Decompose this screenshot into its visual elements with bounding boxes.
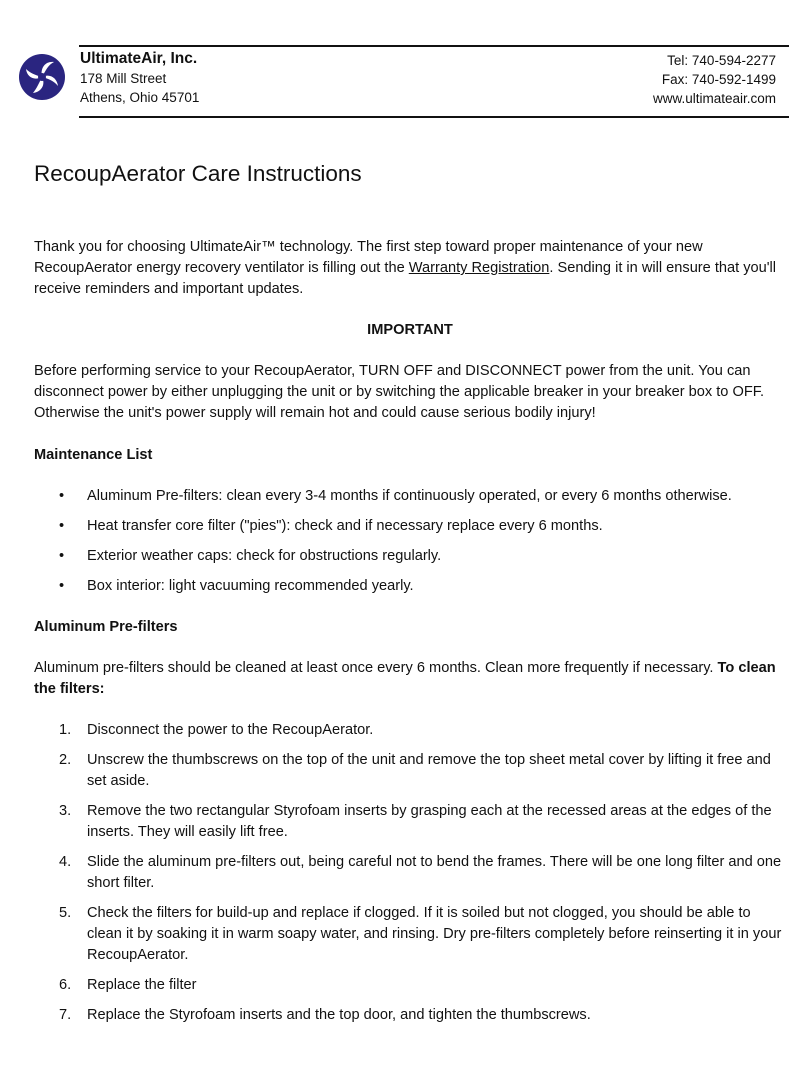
bullet-icon: • [59,518,65,534]
warning-paragraph: Before performing service to your RecoupAerator, TURN OFF and DISCONNECT power from the unit. You can disconnect power by either unplugging the unit or by switching the applicable breaker in your breaker box to OFF. Otherwise the unit's power supply will remain hot and could cause serious bodily injury! [34,363,765,421]
step-item [34,903,786,966]
ultimateair-logo-icon [18,53,66,101]
prefilters-intro-paragraph [34,658,786,700]
warranty-registration-link[interactable]: Warranty Registration [408,260,550,276]
step-item [34,720,786,741]
step-item [34,1005,786,1026]
step-text: Remove the two rectangular Styrofoam inserts by grasping each at the recessed areas at the edges of the inserts. They will easily lift free. [87,803,772,840]
company-website: www.ultimateair.com [652,91,776,106]
list-item-text: Aluminum Pre-filters: clean every 3-4 months if continuously operated, or every 6 months otherwise. [87,488,732,504]
step-number: 2. [59,752,72,768]
step-text: Slide the aluminum pre-filters out, being careful not to bend the frames. There will be one long filter and one short filter. [87,854,782,891]
company-address-block [80,49,199,107]
step-item [34,750,786,792]
step-text: Check the filters for build-up and replace if clogged. If it is soiled but not clogged, you should be able to clean it by soaking it in warm soapy water, and rinsing. Dry pre-filters completely before reinserting it in your RecoupAerator. [87,905,782,963]
intro-paragraph [34,237,786,300]
step-text: Disconnect the power to the RecoupAerator. [87,722,374,738]
list-item [34,516,786,537]
company-fax: Fax: 740-592-1499 [661,72,776,87]
list-item [34,486,786,507]
bullet-icon: • [59,578,65,594]
company-street: 178 Mill Street [80,71,167,86]
list-item [34,546,786,567]
maintenance-list [34,486,786,597]
step-item [34,852,786,894]
list-item-text: Heat transfer core filter ("pies"): check and if necessary replace every 6 months. [87,518,603,534]
list-item [34,576,786,597]
step-number: 5. [59,905,72,921]
document-body [34,237,786,1035]
page-title: RecoupAerator Care Instructions [34,161,362,186]
header-rule-top [79,45,789,47]
company-name: UltimateAir, Inc. [80,50,198,67]
step-number: 1. [59,722,72,738]
cleaning-steps-list [34,720,786,1026]
step-text: Replace the Styrofoam inserts and the top door, and tighten the thumbscrews. [87,1007,591,1023]
step-text: Replace the filter [87,977,197,993]
important-label: IMPORTANT [367,322,453,338]
list-item-text: Box interior: light vacuuming recommended yearly. [87,578,414,594]
prefilters-intro-text: Aluminum pre-filters should be cleaned at least once every 6 months. Clean more frequently if necessary. [34,660,718,676]
step-text: Unscrew the thumbscrews on the top of the unit and remove the top sheet metal cover by lifting it free and set aside. [87,752,771,789]
bullet-icon: • [59,548,65,564]
step-number: 6. [59,977,72,993]
maintenance-list-heading: Maintenance List [34,447,153,463]
header-rule-bottom [79,116,789,118]
prefilters-intro-bold: To clean the filters: [34,660,776,697]
company-tel: Tel: 740-594-2277 [667,53,776,68]
prefilters-heading: Aluminum Pre-filters [34,619,178,635]
bullet-icon: • [59,488,65,504]
intro-text-before: Thank you for choosing UltimateAir™ technology. The first step toward proper maintenance of your new RecoupAerator energy recovery ventilator is filling out the [34,239,703,276]
company-city: Athens, Ohio 45701 [80,90,200,105]
list-item-text: Exterior weather caps: check for obstructions regularly. [87,548,442,564]
step-item [34,801,786,843]
company-contact-block [653,51,776,108]
intro-text-after: . Sending it in will ensure that you'll receive reminders and important updates. [34,260,777,297]
step-number: 7. [59,1007,72,1023]
step-item [34,975,786,996]
step-number: 4. [59,854,72,870]
step-number: 3. [59,803,72,819]
